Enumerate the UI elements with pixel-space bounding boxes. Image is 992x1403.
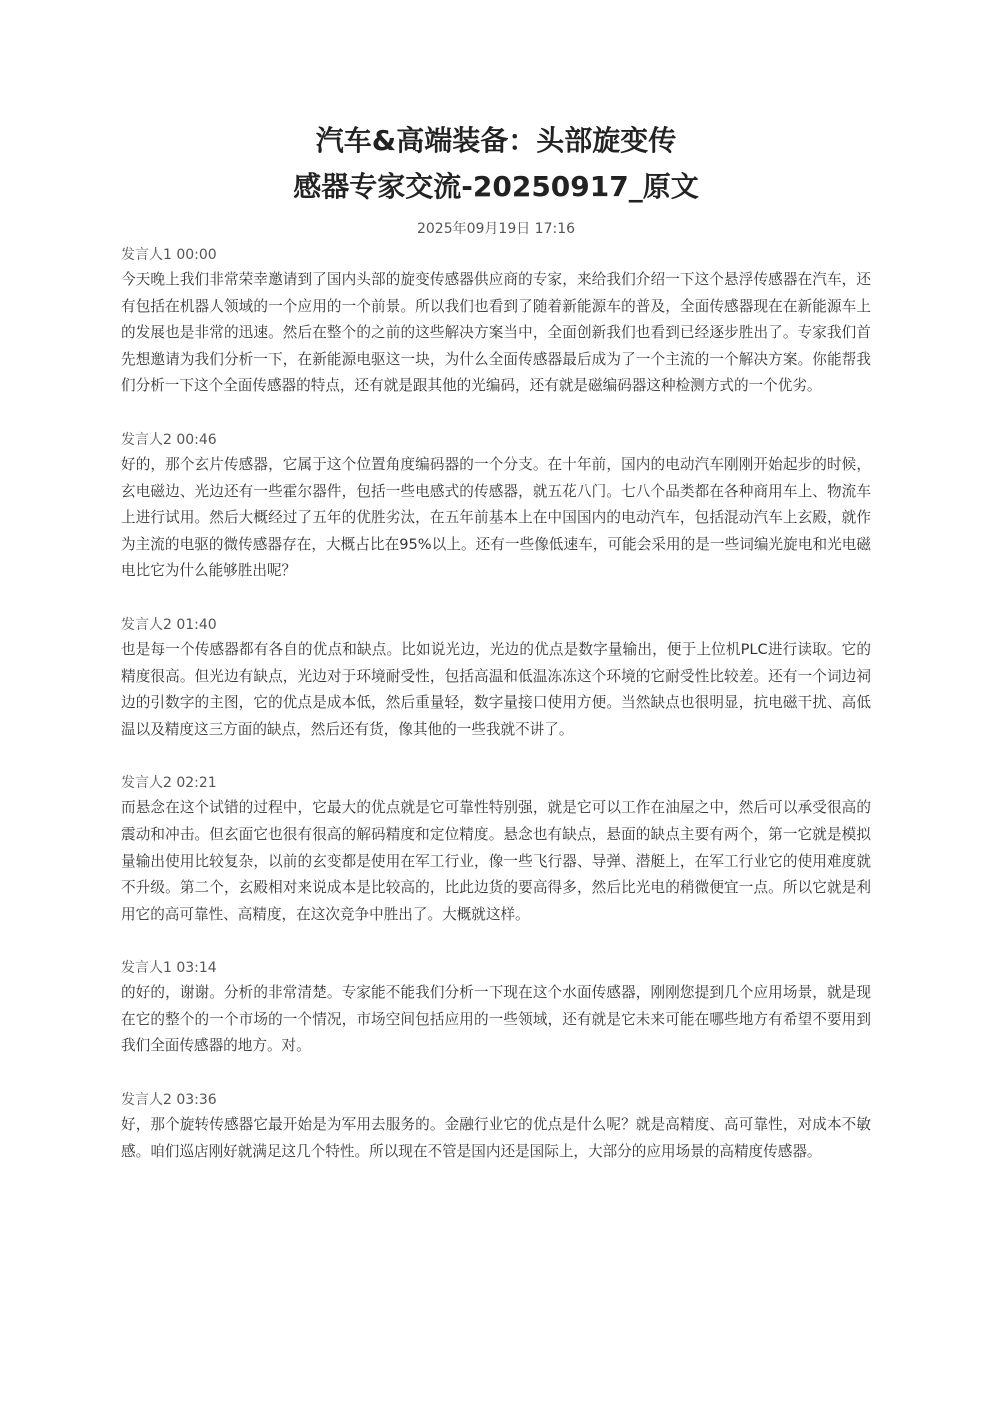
transcript-segment [121,771,871,928]
document-title-line-1: 汽车&高端装备：头部旋变传 [315,124,677,157]
speech-text: 而悬念在这个试错的过程中，它最大的优点就是它可靠性特别强，就是它可以工作在油屋之中，然后可以承受很高的震动和冲击。但玄面它也很有很高的解码精度和定位精度。悬念也有缺点，悬面的缺点主要有两个，第一它就是模拟量输出使用比较复杂，以前的玄变都是使用在军工行业，像一些飞行器、导弹、潜艇上，在军工行业它的使用难度就不升级。第二个，玄殿相对来说成本是比较高的，比此边货的要高得多，然后比光电的稍微便宜一点。所以它就是利用它的高可靠性、高精度，在这次竞争中胜出了。大概就这样。 [121,799,871,923]
transcript-segment [121,428,871,585]
speaker-timestamp: 发言人1 00:00 [121,247,217,263]
document-datetime: 2025年09月19日 17:16 [416,221,576,237]
transcript [121,243,871,1193]
speech-text: 好，那个旋转传感器它最开始是为军用去服务的。金融行业它的优点是什么呢？就是高精度、高可靠性，对成本不敏感。咱们巡店刚好就满足这几个特性。所以现在不管是国内还是国际上，大部分的应用场景的高精度传感器。 [121,1116,871,1160]
speaker-timestamp: 发言人2 03:36 [121,1092,217,1109]
speech-text: 也是每一个传感器都有各自的优点和缺点。比如说光边，光边的优点是数字量输出，便于上位机PLC进行读取。它的精度很高。但光边有缺点，光边对于环境耐受性，包括高温和低温冻冻这个环境的它耐受性比较差。还有一个词边祠边的引数字的主图，它的优点是成本低，然后重量轻，数字量接口使用方便。当然缺点也很明显，抗电磁干扰、高低温以及精度这三方面的缺点，然后还有货，像其他的一些我就不讲了。 [121,640,871,738]
speaker-timestamp: 发言人1 03:14 [121,960,217,977]
transcript-segment [121,613,871,743]
transcript-segment [121,1088,871,1165]
document-title-line-2: 感器专家交流-20250917_原文 [293,170,699,203]
speaker-timestamp: 发言人2 01:40 [121,616,217,633]
speech-text: 今天晚上我们非常荣幸邀请到了国内头部的旋变传感器供应商的专家，来给我们介绍一下这个悬浮传感器在汽车，还有包括在机器人领域的一个应用的一个前景。所以我们也看到了随着新能源车的普及，全面传感器现在在新能源车上的发展也是非常的迅速。然后在整个的之前的这些解决方案当中，全面创新我们也看到已经逐步胜出了。专家我们首先想邀请为我们分析一下，在新能源电驱这一块，为什么全面传感器最后成为了一个主流的一个解决方案。你能帮我们分析一下这个全面传感器的特点，还有就是跟其他的光编码，还有就是磁编码器这种检测方式的一个优劣。 [121,271,871,395]
speech-text: 的好的，谢谢。分析的非常清楚。专家能不能我们分析一下现在这个水面传感器，刚刚您提到几个应用场景，就是现在它的整个的一个市场的一个情况，市场空间包括应用的一些领域，还有就是它未来可能在哪些地方有希望不要用到我们全面传感器的地方。对。 [121,984,871,1055]
speech-text: 好的，那个玄片传感器，它属于这个位置角度编码器的一个分支。在十年前，国内的电动汽车刚刚开始起步的时候，玄电磁边、光边还有一些霍尔器件，包括一些电感式的传感器，就五花八门。七八个品类都在各种商用车上、物流车上进行试用。然后大概经过了五年的优胜劣汰，在五年前基本上在中国国内的电动汽车，包括混动汽车上玄殿，就作为主流的电驱的微传感器存在，大概占比在95%以上。还有一些像低速车，可能会采用的是一些词编光旋电和光电磁电比它为什么能够胜出呢？ [121,455,871,580]
speaker-timestamp: 发言人2 02:21 [121,775,217,792]
transcript-segment [121,243,871,400]
transcript-segment [121,956,871,1060]
speaker-timestamp: 发言人2 00:46 [121,431,217,448]
